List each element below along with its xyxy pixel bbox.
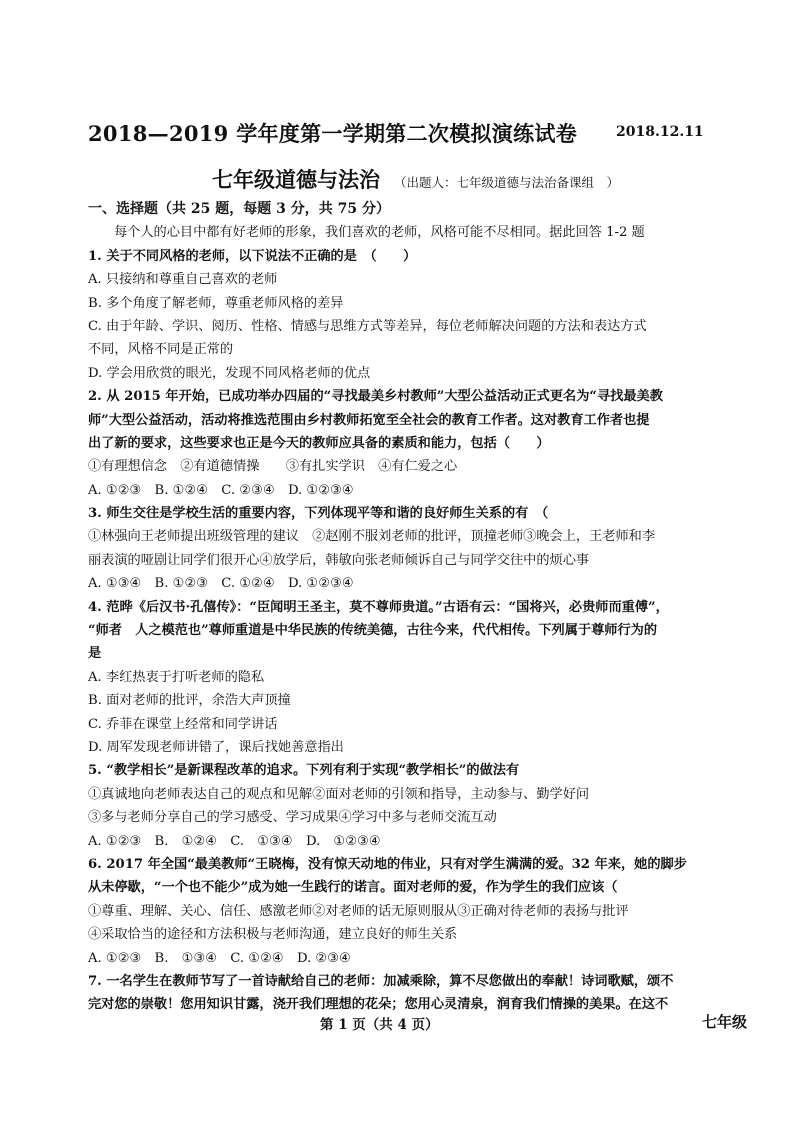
- question-text: 是: [88, 646, 102, 662]
- grade-label: 七年级: [702, 1013, 748, 1031]
- question-text: “师者 人之模范也”尊师重道是中华民族的传统美德，古往今来，代代相传。下列属于尊师行为的: [88, 623, 658, 639]
- question-text: 师”大型公益活动，活动将推选范围由乡村教师拓宽至全社会的教育工作者。这对教育工作者也提: [88, 412, 650, 428]
- question-7: 7. 一名学生在教师节写了一首诗献给自己的老师：加减乘除，算不尽您做出的奉献！诗词歌赋，颂不: [88, 973, 674, 989]
- statement-line: 丽表演的哑剧让同学们很开心④放学后，韩敏向张老师倾诉自己与同学交往中的烦心事: [88, 552, 590, 568]
- option-line: 不同，风格不同是正常的: [88, 342, 234, 358]
- author-note: （出题人：七年级道德与法治备课组 ）: [394, 175, 620, 190]
- subtitle-row: [212, 164, 712, 196]
- answer-options: A. ①②③ B. ①③④ C. ①②④ D. ②③④: [88, 950, 351, 966]
- question-6: 6. 2017 年全国“最美教师“王晓梅，没有惊天动地的伟业，只有对学生满满的爱。32 年来，她的脚步: [88, 856, 687, 872]
- statement-line: ①真诚地向老师表达自己的观点和见解②面对老师的引领和指导，主动参与、勤学好问: [88, 786, 590, 802]
- statement-line: ①林强向王老师提出班级管理的建议 ②赵刚不服刘老师的批评，顶撞老师③晚会上，王老师和李: [88, 529, 656, 545]
- title-row: [88, 118, 738, 150]
- subject-title: 七年级道德与法治: [212, 167, 380, 192]
- statement-line: ④采取恰当的途径和方法积极与老师沟通，建立良好的师生关系: [88, 927, 458, 943]
- option-line: D. 学会用欣赏的眼光，发现不同风格老师的优点: [88, 365, 371, 381]
- option-line: B. 多个角度了解老师，尊重老师风格的差异: [88, 295, 344, 311]
- statement-line: ①有理想信念 ②有道德情操 ③有扎实学识 ④有仁爱之心: [88, 459, 458, 475]
- option-line: B. 面对老师的批评，余浩大声顶撞: [88, 693, 291, 709]
- page-number: 第 1 页（共 4 页）: [320, 1017, 439, 1033]
- statement-line: ①尊重、理解、关心、信任、感激老师②对老师的话无原则服从③正确对待老师的表扬与批评: [88, 903, 629, 919]
- answer-options: A. ①③④ B. ①②③ C. ①②④ D. ①②③④: [88, 576, 354, 592]
- intro-text: 每个人的心目中都有好老师的形象，我们喜欢的老师，风格可能不尽相同。据此回答 1-2 题: [114, 225, 645, 241]
- question-2: 2. 从 2015 年开始，已成功举办四届的“寻找最美乡村教师”大型公益活动正式更名为“寻找最美教: [88, 389, 663, 405]
- statement-line: ③多与老师分享自己的学习感受、学习成果④学习中多与老师交流互动: [88, 810, 497, 826]
- exam-date: 2018.12.11: [616, 124, 704, 140]
- option-line: A. 只接纳和尊重自己喜欢的老师: [88, 272, 278, 288]
- question-content: [88, 198, 736, 1017]
- answer-options: A. ①②③ B. ①②④ C. ②③④ D. ①②③④: [88, 482, 354, 498]
- exam-title: 2018—2019 学年度第一学期第二次模拟演练试卷: [88, 121, 578, 146]
- option-line: D. 周军发现老师讲错了，课后找她善意指出: [88, 739, 344, 755]
- question-text: 完对您的崇敬！您用知识甘露，浇开我们理想的花朵；您用心灵清泉，润育我们情操的美果。在这不: [88, 997, 669, 1013]
- option-line: C. 乔菲在课堂上经常和同学讲话: [88, 716, 278, 732]
- question-5: 5. “教学相长”是新课程改革的追求。下列有利于实现“教学相长”的做法有: [88, 763, 520, 779]
- option-line: C. 由于年龄、学识、阅历、性格、情感与思维方式等差异，每位老师解决问题的方法和表达方式: [88, 318, 647, 334]
- question-4: 4. 范晔《后汉书·孔僖传》：“臣闻明王圣主，莫不尊师贵道。”古语有云：“国将兴，必贵师而重傅”，: [88, 599, 669, 615]
- option-line: A. 李红热衷于打听老师的隐私: [88, 669, 265, 685]
- question-3: 3. 师生交往是学校生活的重要内容，下列体现平等和谐的良好师生关系的有 （: [88, 506, 549, 522]
- answer-options: A. ①②③ B. ①②④ C. ①③④ D. ①②③④: [88, 833, 381, 849]
- question-text: 出了新的要求，这些要求也正是今天的教师应具备的素质和能力，包括（ ）: [88, 435, 550, 451]
- section-heading: 一、选择题（共 25 题，每题 3 分，共 75 分）: [88, 201, 390, 217]
- question-text: 从未停歇，“一个也不能少”成为她一生践行的诺言。面对老师的爱，作为学生的我们应该（: [88, 880, 618, 896]
- question-1: 1. 关于不同风格的老师，以下说法不正确的是 （ ）: [88, 248, 417, 264]
